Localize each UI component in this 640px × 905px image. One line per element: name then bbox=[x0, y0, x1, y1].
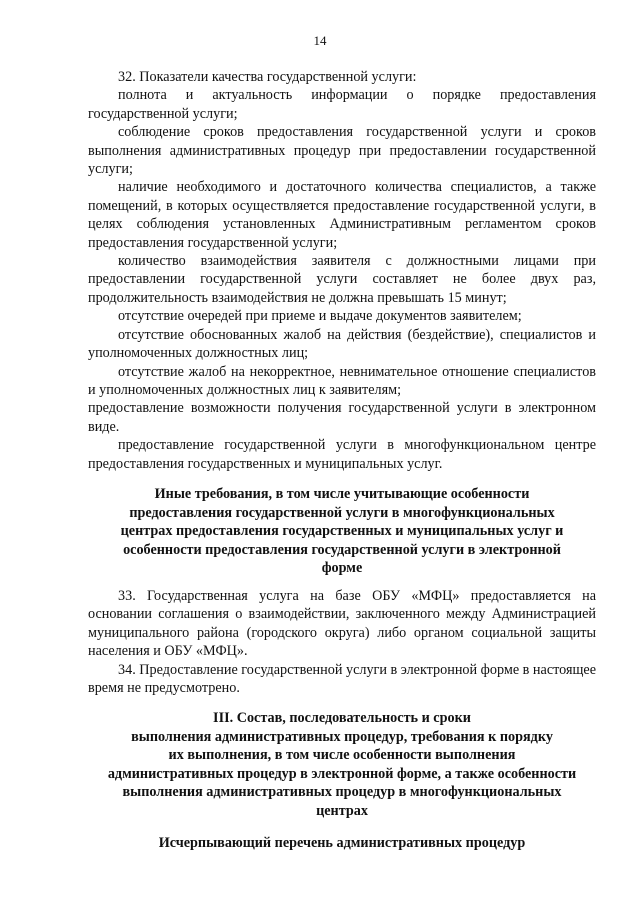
heading-line: Иные требования, в том числе учитывающие особенности bbox=[154, 486, 530, 502]
paragraph-32-item: полнота и актуальность информации о порядке предоставления государственной услуги; bbox=[88, 87, 596, 122]
heading-line: их выполнения, в том числе особенности выполнения bbox=[168, 747, 516, 764]
paragraph-32-item: отсутствие очередей при приеме и выдаче документов заявителем; bbox=[118, 308, 522, 325]
heading-line: III. Состав, последовательность и сроки bbox=[213, 710, 471, 726]
heading-line: административных процедур в электронной форме, а также особенности bbox=[107, 765, 577, 782]
heading-line: центрах предоставления государственных и муниципальных услуг и bbox=[120, 523, 564, 540]
paragraph-32-item: наличие необходимого и достаточного количества специалистов, а также помещений, в которых осуществляется предоставление государственной услуги, в целях соблюдения установленных Административным регламентом сроков предоставления государственной услуги; bbox=[88, 179, 596, 251]
heading-line: Исчерпывающий перечень административных процедур bbox=[158, 835, 526, 851]
heading-line: выполнения административных процедур, требования к порядку bbox=[131, 728, 553, 745]
page-number: 14 bbox=[313, 33, 327, 48]
heading-section-3 bbox=[88, 709, 596, 821]
paragraph-32-item: отсутствие жалоб на некорректное, невнимательное отношение специалистов и уполномоченных должностных лиц к заявителям; bbox=[88, 363, 596, 398]
heading-line: предоставления государственной услуги в многофункциональных bbox=[129, 504, 555, 521]
heading-other-requirements bbox=[88, 485, 596, 578]
section-33-34-block bbox=[88, 587, 596, 697]
paragraph-32-item: соблюдение сроков предоставления государственной услуги и сроков выполнения административных процедур при предоставлении государственной услуги; bbox=[88, 124, 596, 178]
heading-line: выполнения административных процедур в многофункциональных bbox=[122, 784, 562, 801]
paragraph-34: 34. Предоставление государственной услуги в электронной форме в настоящее время не предусмотрено. bbox=[88, 661, 596, 697]
paragraph-32-item: количество взаимодействия заявителя с должностными лицами при предоставлении государственной услуги составляет не более двух раз, продолжительность взаимодействия не должна превышать 15 минут; bbox=[88, 253, 596, 306]
paragraph-33: 33. Государственная услуга на базе ОБУ «МФЦ» предоставляется на основании соглашения о взаимодействии, заключенного между Администрацией муниципального района (городского округа) либо органом социальной защиты населения и ОБУ «МФЦ». bbox=[88, 588, 596, 660]
section-32-block bbox=[88, 68, 596, 473]
heading-line: форме bbox=[321, 560, 363, 577]
heading-line: особенности предоставления государственной услуги в электронной bbox=[123, 541, 561, 558]
paragraph-32-item: предоставление возможности получения государственной услуги в электронном виде. bbox=[88, 400, 596, 435]
heading-line: центрах bbox=[316, 802, 368, 819]
paragraph-32-item: отсутствие обоснованных жалоб на действия (бездействие), специалистов и уполномоченных должностных лиц; bbox=[88, 326, 596, 362]
heading-procedures-list bbox=[88, 834, 596, 853]
paragraph-32-item: предоставление государственной услуги в многофункциональном центре предоставления государственных и муниципальных услуг. bbox=[88, 437, 596, 472]
paragraph-32-title: 32. Показатели качества государственной услуги: bbox=[118, 69, 417, 85]
